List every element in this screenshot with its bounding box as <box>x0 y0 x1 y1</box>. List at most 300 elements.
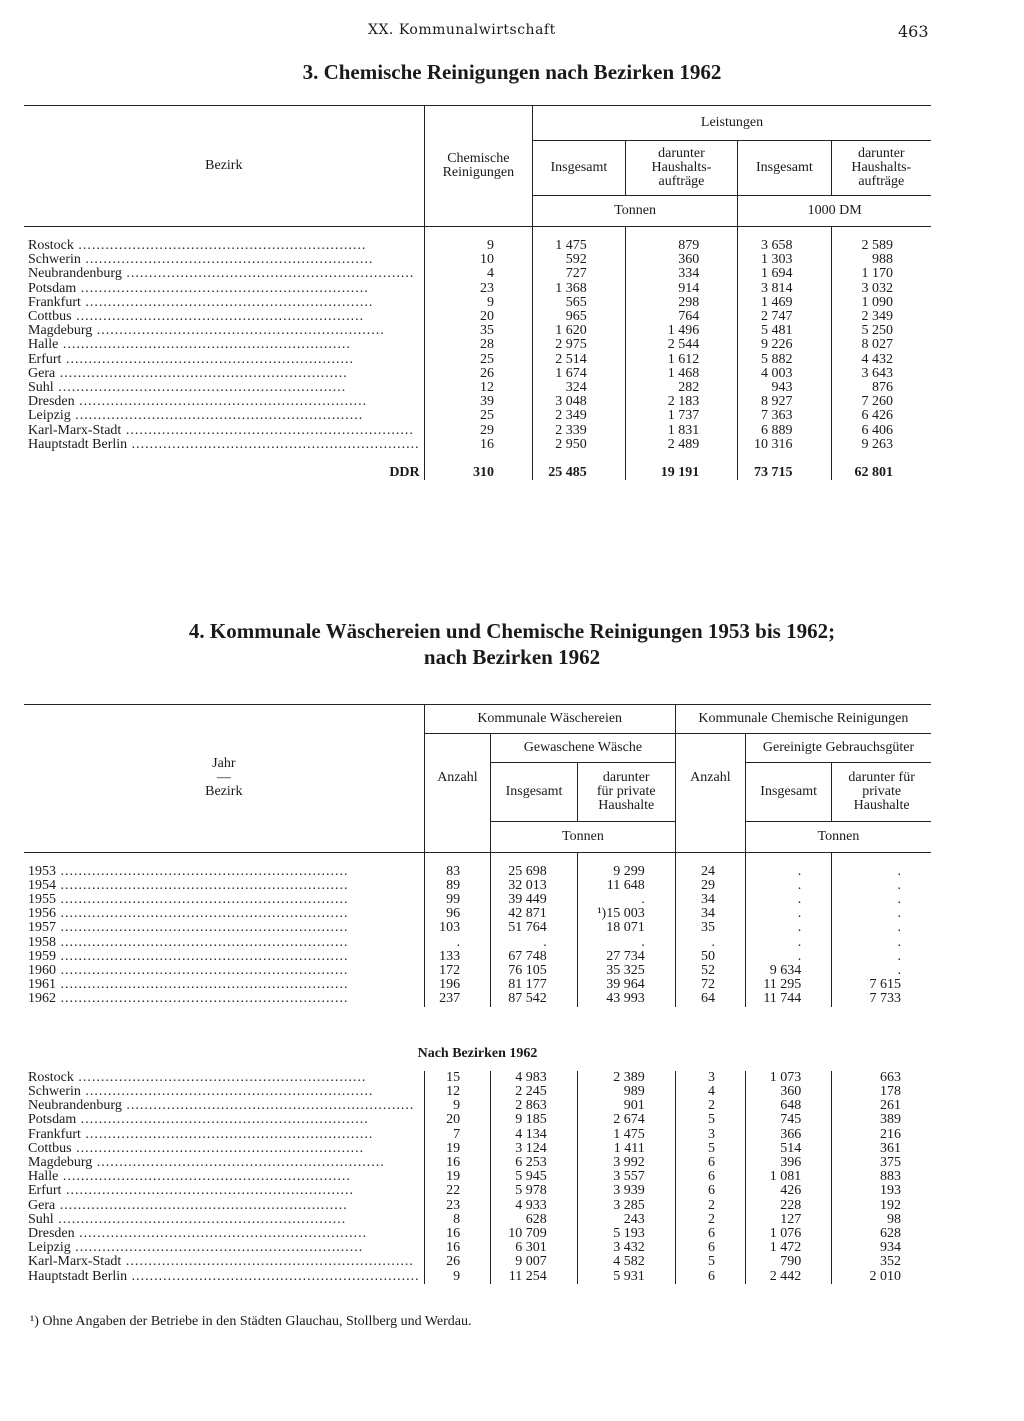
col-header-gewaschene-waesche: Gewaschene Wäsche <box>491 734 676 763</box>
table-cell: 16 <box>424 1156 491 1170</box>
table-cell: 39 964 <box>577 978 675 992</box>
table-cell: 24 <box>675 865 745 879</box>
table-row <box>24 1270 931 1284</box>
table-row <box>24 1071 931 1085</box>
page-header <box>0 20 1024 44</box>
table-cell: 3 432 <box>577 1241 675 1255</box>
table-cell: 19 191 <box>625 466 738 480</box>
table-cell: 193 <box>832 1184 931 1198</box>
table-cell: 1 620 <box>533 324 626 338</box>
row-label: Schwerin ..... <box>24 253 424 267</box>
row-label: Suhl ..... <box>24 381 424 395</box>
table-row <box>24 1255 931 1269</box>
table-cell: 2 339 <box>533 424 626 438</box>
table-cell: 15 <box>424 1071 491 1085</box>
table-cell: 2 589 <box>831 239 931 253</box>
row-label: Halle ..... <box>24 1170 424 1184</box>
table-row <box>24 310 931 324</box>
table-cell: 9 185 <box>491 1113 578 1127</box>
table-cell: 8 <box>424 1213 491 1227</box>
row-label: Gera ..... <box>24 367 424 381</box>
table-cell: 19 <box>424 1170 491 1184</box>
table-cell: 282 <box>625 381 738 395</box>
unit-tonnen-chem: Tonnen <box>746 822 931 853</box>
table-cell: 35 325 <box>577 964 675 978</box>
table-cell: 25 485 <box>533 466 626 480</box>
table-cell: . <box>424 936 491 950</box>
table1-chemische-reinigungen <box>24 105 931 480</box>
table-cell: 26 <box>424 1255 491 1269</box>
table-cell: 2 245 <box>491 1085 578 1099</box>
table-cell: . <box>675 936 745 950</box>
col-header-bezirk: Bezirk <box>24 106 424 227</box>
table-cell: 4 003 <box>738 367 831 381</box>
subheading-nach-bezirken: Nach Bezirken 1962 <box>417 1045 538 1061</box>
table-cell: 72 <box>675 978 745 992</box>
table-cell: 9 <box>424 1270 491 1284</box>
row-label: 1958 ..... <box>24 936 424 950</box>
table-cell: . <box>832 964 931 978</box>
table-cell: 73 715 <box>738 466 831 480</box>
table-cell: 628 <box>491 1213 578 1227</box>
table-cell: 25 <box>424 353 532 367</box>
table-cell: 396 <box>746 1156 832 1170</box>
table-cell: 16 <box>424 438 532 452</box>
col-header-darunter-haushalt-dm: darunter Haushalts- aufträge <box>831 141 931 196</box>
col-header-darunter-private-chem: darunter für private Haushalte <box>832 763 931 822</box>
col-header-darunter-haushalt-tonnen: darunter Haushalts- aufträge <box>625 141 738 196</box>
table-cell: 2 349 <box>533 409 626 423</box>
table-cell: 11 744 <box>746 992 832 1006</box>
table-cell: 988 <box>831 253 931 267</box>
table-cell: 3 643 <box>831 367 931 381</box>
table-cell: 76 105 <box>491 964 578 978</box>
row-label: 1961 ..... <box>24 978 424 992</box>
table-cell: 228 <box>746 1199 832 1213</box>
table-row <box>24 1156 931 1170</box>
table-cell: 216 <box>832 1128 931 1142</box>
table-cell: 19 <box>424 1142 491 1156</box>
table2-title-line2: nach Bezirken 1962 <box>423 645 601 669</box>
table-cell: ¹)15 003 <box>577 907 675 921</box>
table-cell: 42 871 <box>491 907 578 921</box>
table-cell: 6 <box>675 1241 745 1255</box>
table-cell: 51 764 <box>491 921 578 935</box>
row-label: 1953 ..... <box>24 865 424 879</box>
table-row <box>24 1213 931 1227</box>
page-number: 463 <box>898 22 929 41</box>
table-cell: 1 303 <box>738 253 831 267</box>
table-cell: 20 <box>424 1113 491 1127</box>
table2-title-line1: 4. Kommunale Wäschereien und Chemische Reinigungen 1953 bis 1962; <box>188 619 836 643</box>
table-cell: 1 737 <box>625 409 738 423</box>
table-cell: 34 <box>675 893 745 907</box>
table-cell: 81 177 <box>491 978 578 992</box>
table-cell: 83 <box>424 865 491 879</box>
table-cell: 628 <box>832 1227 931 1241</box>
row-label: 1957 ..... <box>24 921 424 935</box>
table-cell: 99 <box>424 893 491 907</box>
table-cell: 98 <box>832 1213 931 1227</box>
table-cell: 2 <box>675 1099 745 1113</box>
table-cell: 29 <box>675 879 745 893</box>
table-cell: 1 674 <box>533 367 626 381</box>
table-cell: . <box>832 936 931 950</box>
table-cell: 360 <box>625 253 738 267</box>
table-cell: 1 475 <box>577 1128 675 1142</box>
row-label: Suhl ..... <box>24 1213 424 1227</box>
table-cell: . <box>832 879 931 893</box>
table-cell: 43 993 <box>577 992 675 1006</box>
table-cell: 5 <box>675 1113 745 1127</box>
table-cell: . <box>832 893 931 907</box>
table-cell: 16 <box>424 1241 491 1255</box>
table-cell: . <box>577 893 675 907</box>
table-cell: 87 542 <box>491 992 578 1006</box>
table-cell: 324 <box>533 381 626 395</box>
table-cell: 298 <box>625 296 738 310</box>
table-cell: . <box>746 936 832 950</box>
table-row <box>24 907 931 921</box>
row-label: Dresden ..... <box>24 395 424 409</box>
col-header-insgesamt-waesche: Insgesamt <box>491 763 578 822</box>
table-cell: 4 983 <box>491 1071 578 1085</box>
row-label: Leipzig ..... <box>24 1241 424 1255</box>
row-label: Karl-Marx-Stadt ..... <box>24 424 424 438</box>
table-cell: 5 <box>675 1255 745 1269</box>
table-row <box>24 865 931 879</box>
row-label: 1962 ..... <box>24 992 424 1006</box>
table-cell: 26 <box>424 367 532 381</box>
table-cell: 25 698 <box>491 865 578 879</box>
table-cell: 237 <box>424 992 491 1006</box>
table-row <box>24 409 931 423</box>
table-cell: 2 674 <box>577 1113 675 1127</box>
table-cell: 1 073 <box>746 1071 832 1085</box>
table-cell: 2 747 <box>738 310 831 324</box>
table-row <box>24 367 931 381</box>
table-cell: 12 <box>424 381 532 395</box>
unit-1000-dm: 1000 DM <box>738 196 931 227</box>
table-cell: 1 612 <box>625 353 738 367</box>
table-row <box>24 1241 931 1255</box>
table2-waeschereien-reinigungen <box>24 704 931 1284</box>
table-cell: 366 <box>746 1128 832 1142</box>
table-row <box>24 893 931 907</box>
table-cell: 764 <box>625 310 738 324</box>
table-cell: . <box>746 865 832 879</box>
table-cell: 1 368 <box>533 282 626 296</box>
unit-tonnen-waesche: Tonnen <box>491 822 676 853</box>
table-cell: 11 254 <box>491 1270 578 1284</box>
table-cell: 67 748 <box>491 950 578 964</box>
table-cell: 3 285 <box>577 1199 675 1213</box>
row-label: Hauptstadt Berlin ..... <box>24 1270 424 1284</box>
total-row <box>24 466 931 480</box>
table-cell: 5 931 <box>577 1270 675 1284</box>
col-header-chemische-reinigungen: Chemische Reinigungen <box>424 106 532 227</box>
table-cell: 3 814 <box>738 282 831 296</box>
table-cell: 18 071 <box>577 921 675 935</box>
table-cell: 9 263 <box>831 438 931 452</box>
table-row <box>24 282 931 296</box>
table-cell: 6 301 <box>491 1241 578 1255</box>
table-row <box>24 395 931 409</box>
table-cell: 261 <box>832 1099 931 1113</box>
row-label: 1955 ..... <box>24 893 424 907</box>
table-cell: 3 <box>675 1128 745 1142</box>
table-cell: 89 <box>424 879 491 893</box>
table-cell: 178 <box>832 1085 931 1099</box>
table-cell: 592 <box>533 253 626 267</box>
table-cell: 426 <box>746 1184 832 1198</box>
table-row <box>24 1227 931 1241</box>
table-cell: 9 007 <box>491 1255 578 1269</box>
table-cell: 943 <box>738 381 831 395</box>
table-cell: 648 <box>746 1099 832 1113</box>
table-cell: 2 389 <box>577 1071 675 1085</box>
table-cell: 6 <box>675 1184 745 1198</box>
table-cell: 361 <box>832 1142 931 1156</box>
col-header-jahr-bezirk <box>24 705 424 853</box>
table1-title: 3. Chemische Reinigungen nach Bezirken 1962 <box>302 60 722 84</box>
table-row <box>24 950 931 964</box>
col-header-anzahl-waesche: Anzahl <box>424 734 491 822</box>
row-label: DDR <box>389 466 420 481</box>
col-header-insgesamt-dm: Insgesamt <box>738 141 831 196</box>
table-cell: 2 442 <box>746 1270 832 1284</box>
table-cell: 25 <box>424 409 532 423</box>
table-cell: 5 <box>675 1142 745 1156</box>
table-cell: 375 <box>832 1156 931 1170</box>
table-cell: 2 489 <box>625 438 738 452</box>
table-cell: 3 <box>675 1071 745 1085</box>
table-cell: 790 <box>746 1255 832 1269</box>
table-cell: 2 544 <box>625 338 738 352</box>
row-label: Karl-Marx-Stadt ..... <box>24 1255 424 1269</box>
col-header-insgesamt-chem: Insgesamt <box>746 763 832 822</box>
table-cell: 1 468 <box>625 367 738 381</box>
table-cell: 934 <box>832 1241 931 1255</box>
table-cell: 22 <box>424 1184 491 1198</box>
table-cell: 2 <box>675 1199 745 1213</box>
table2-title <box>0 618 1024 670</box>
table-cell: 28 <box>424 338 532 352</box>
col-header-darunter-private-waesche: darunter für private Haushalte <box>577 763 675 822</box>
table-cell: 103 <box>424 921 491 935</box>
table-cell: 5 978 <box>491 1184 578 1198</box>
table-cell: 2 183 <box>625 395 738 409</box>
table-cell: 310 <box>424 466 532 480</box>
row-label: Dresden ..... <box>24 1227 424 1241</box>
col-header-anzahl-chem: Anzahl <box>675 734 745 822</box>
table-cell: 6 426 <box>831 409 931 423</box>
table-row <box>24 1170 931 1184</box>
table-cell: 1 076 <box>746 1227 832 1241</box>
table-cell: 360 <box>746 1085 832 1099</box>
row-label: 1959 ..... <box>24 950 424 964</box>
table-cell: 989 <box>577 1085 675 1099</box>
table-cell: 32 013 <box>491 879 578 893</box>
table-row <box>24 1085 931 1099</box>
table-cell: 9 <box>424 239 532 253</box>
table-cell: 7 260 <box>831 395 931 409</box>
table-cell: 5 193 <box>577 1227 675 1241</box>
table-row <box>24 239 931 253</box>
table-cell: 1 475 <box>533 239 626 253</box>
table-cell: 6 <box>675 1270 745 1284</box>
table-cell: . <box>832 921 931 935</box>
header-jahr: Jahr <box>212 756 236 772</box>
table-cell: 1 694 <box>738 267 831 281</box>
table-cell: 3 048 <box>533 395 626 409</box>
table-cell: 9 226 <box>738 338 831 352</box>
table-cell: 514 <box>746 1142 832 1156</box>
table-row <box>24 879 931 893</box>
table-row <box>24 1142 931 1156</box>
table-cell: 192 <box>832 1199 931 1213</box>
table-cell: 3 124 <box>491 1142 578 1156</box>
table-row <box>24 267 931 281</box>
table-cell: 1 081 <box>746 1170 832 1184</box>
table-cell: 7 615 <box>832 978 931 992</box>
table-cell: 6 <box>675 1227 745 1241</box>
row-label: Neubrandenburg ..... <box>24 1099 424 1113</box>
table-cell: 3 939 <box>577 1184 675 1198</box>
table-cell: 334 <box>625 267 738 281</box>
table-cell: 11 648 <box>577 879 675 893</box>
table-cell: 3 992 <box>577 1156 675 1170</box>
table-cell: 2 975 <box>533 338 626 352</box>
table-cell: 4 <box>675 1085 745 1099</box>
row-label: Frankfurt ..... <box>24 296 424 310</box>
table-row <box>24 253 931 267</box>
table-cell: 7 363 <box>738 409 831 423</box>
table-row <box>24 438 931 452</box>
table-cell: . <box>577 936 675 950</box>
table-cell: 876 <box>831 381 931 395</box>
row-label: Rostock ..... <box>24 1071 424 1085</box>
table-cell: 745 <box>746 1113 832 1127</box>
table-cell: 52 <box>675 964 745 978</box>
table-cell: 10 316 <box>738 438 831 452</box>
table-cell: 64 <box>675 992 745 1006</box>
table2-body <box>24 852 931 1284</box>
row-label: Halle ..... <box>24 338 424 352</box>
table-cell: 35 <box>424 324 532 338</box>
table-row <box>24 992 931 1006</box>
table-cell: . <box>746 950 832 964</box>
row-label: Gera ..... <box>24 1199 424 1213</box>
table-cell: 172 <box>424 964 491 978</box>
table1-body <box>24 227 931 481</box>
table-cell: 10 709 <box>491 1227 578 1241</box>
row-label: Rostock ..... <box>24 239 424 253</box>
table-cell: 3 032 <box>831 282 931 296</box>
table-cell: 3 557 <box>577 1170 675 1184</box>
table-row <box>24 921 931 935</box>
table-cell: . <box>746 907 832 921</box>
table-cell: 9 299 <box>577 865 675 879</box>
table-cell: 4 432 <box>831 353 931 367</box>
table-cell: 2 349 <box>831 310 931 324</box>
row-label: Potsdam ..... <box>24 1113 424 1127</box>
table-cell: 3 658 <box>738 239 831 253</box>
table-cell: 1 469 <box>738 296 831 310</box>
table-row <box>24 978 931 992</box>
table-row <box>24 1199 931 1213</box>
table-cell: 9 <box>424 1099 491 1113</box>
table-cell: 243 <box>577 1213 675 1227</box>
table-row <box>24 1184 931 1198</box>
row-label: 1960 ..... <box>24 964 424 978</box>
row-label: Neubrandenburg ..... <box>24 267 424 281</box>
col-header-kommunale-waeschereien: Kommunale Wäschereien <box>424 705 675 734</box>
row-label: Erfurt ..... <box>24 1184 424 1198</box>
table-cell: 2 950 <box>533 438 626 452</box>
table-cell: 96 <box>424 907 491 921</box>
footnote: ¹) Ohne Angaben der Betriebe in den Städten Glauchau, Stollberg und Werdau. <box>30 1314 472 1329</box>
table-cell: 5 882 <box>738 353 831 367</box>
table-cell: . <box>746 893 832 907</box>
table-cell: 565 <box>533 296 626 310</box>
table-cell: 4 <box>424 267 532 281</box>
table-cell: 4 582 <box>577 1255 675 1269</box>
col-header-leistungen: Leistungen <box>533 106 931 141</box>
table-cell: 11 295 <box>746 978 832 992</box>
table-cell: 7 733 <box>832 992 931 1006</box>
table-row <box>24 296 931 310</box>
col-header-gereinigte-gebrauchsgueter: Gereinigte Gebrauchsgüter <box>746 734 931 763</box>
table-row <box>24 424 931 438</box>
table-cell: 6 <box>675 1156 745 1170</box>
table-cell: 1 496 <box>625 324 738 338</box>
table-cell: 901 <box>577 1099 675 1113</box>
table-cell: 8 027 <box>831 338 931 352</box>
table-cell: 9 634 <box>746 964 832 978</box>
table-cell: 352 <box>832 1255 931 1269</box>
table-row <box>24 1113 931 1127</box>
table-cell: 2 <box>675 1213 745 1227</box>
table-cell: 2 863 <box>491 1099 578 1113</box>
table-cell: 196 <box>424 978 491 992</box>
table-cell: 663 <box>832 1071 931 1085</box>
table-cell: 127 <box>746 1213 832 1227</box>
table-cell: 389 <box>832 1113 931 1127</box>
table-cell: . <box>832 865 931 879</box>
table-cell: 23 <box>424 282 532 296</box>
table-cell: . <box>746 879 832 893</box>
table-cell: 39 <box>424 395 532 409</box>
header-dash: — <box>216 770 231 786</box>
table-cell: 1 472 <box>746 1241 832 1255</box>
table-cell: 6 889 <box>738 424 831 438</box>
table-cell: 16 <box>424 1227 491 1241</box>
table-row <box>24 381 931 395</box>
table-cell: 5 250 <box>831 324 931 338</box>
table-cell: 133 <box>424 950 491 964</box>
table-cell: 34 <box>675 907 745 921</box>
table-cell: 6 <box>675 1170 745 1184</box>
table-cell: 727 <box>533 267 626 281</box>
table-cell: 4 933 <box>491 1199 578 1213</box>
table-cell: 9 <box>424 296 532 310</box>
table-cell: 35 <box>675 921 745 935</box>
row-label: 1954 ..... <box>24 879 424 893</box>
table-cell: 4 134 <box>491 1128 578 1142</box>
table-cell: 1 170 <box>831 267 931 281</box>
table-cell: . <box>832 950 931 964</box>
